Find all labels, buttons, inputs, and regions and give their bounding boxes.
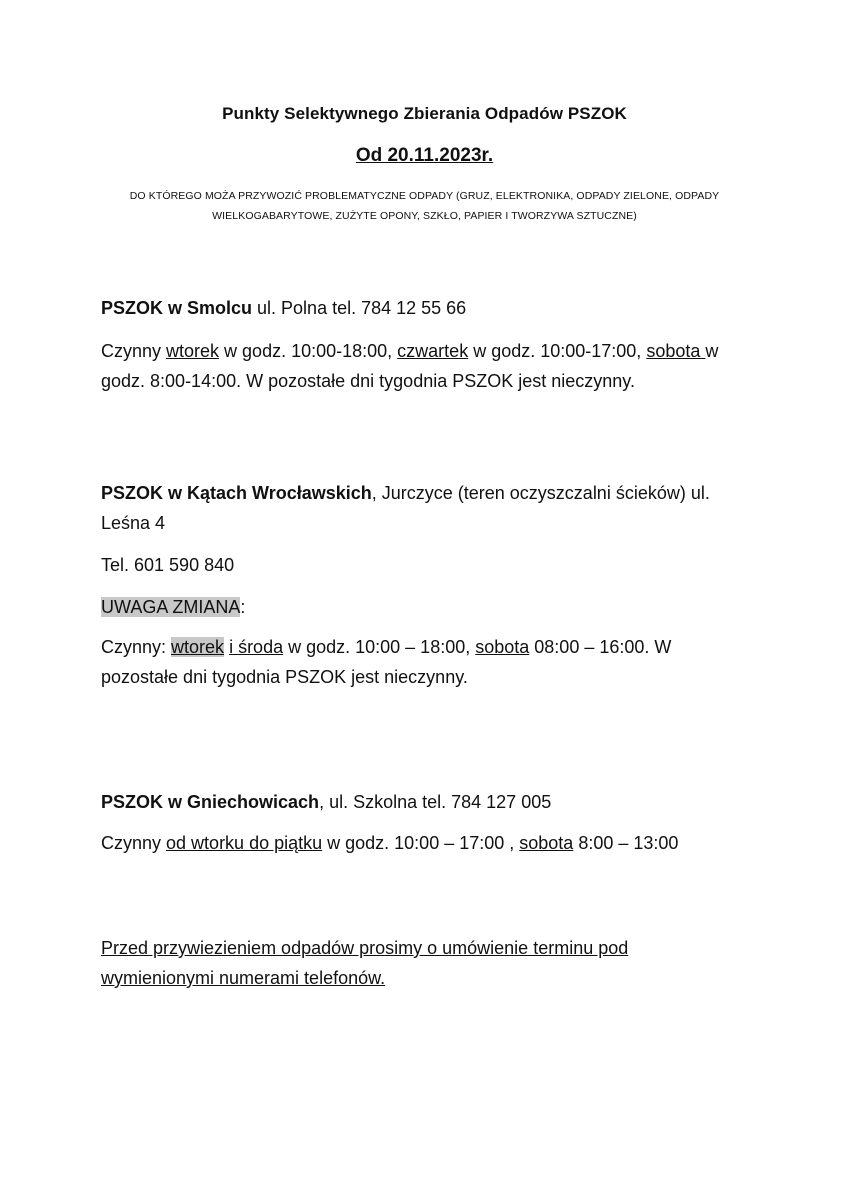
katy-phone: Tel. 601 590 840	[101, 555, 235, 575]
gniechowice-address: , ul. Szkolna tel. 784 127 005	[319, 792, 552, 812]
appointment-note: Przed przywiezieniem odpadów prosimy o umówienie terminu pod wymienionymi numerami telefonów.	[101, 938, 629, 988]
katy-day-saturday: sobota	[475, 637, 530, 657]
gniechowice-hours-weekday: w godz. 10:00 – 17:00 ,	[322, 833, 520, 853]
smolec-day-tuesday: wtorek	[166, 341, 220, 361]
katy-hours-weekday: w godz. 10:00 – 18:00,	[283, 637, 476, 657]
gniechowice-day-saturday: sobota	[519, 833, 574, 853]
katy-name: PSZOK w Kątach Wrocławskich	[101, 483, 372, 503]
smolec-address: ul. Polna tel. 784 12 55 66	[252, 298, 467, 318]
gniechowice-heading	[101, 787, 741, 817]
smolec-hours-prefix: Czynny	[101, 341, 167, 361]
katy-heading	[101, 478, 721, 538]
smolec-name: PSZOK w Smolcu	[101, 298, 253, 318]
document-title: Punkty Selektywnego Zbierania Odpadów PSZOK	[222, 104, 627, 123]
gniechowice-name: PSZOK w Gniechowicach	[101, 792, 320, 812]
gniechowice-hours	[101, 828, 741, 858]
smolec-hours	[101, 336, 741, 396]
smolec-hours-thursday: w godz. 10:00-17:00,	[468, 341, 647, 361]
gniechowice-days-weekday: od wtorku do piątku	[166, 833, 323, 853]
katy-notice-line	[101, 592, 741, 622]
gniechowice-hours-prefix: Czynny	[101, 833, 167, 853]
smolec-hours-saturday: w godz. 8:00-14:00. W pozostałe dni tygodnia PSZOK jest nieczynny.	[101, 341, 719, 391]
gniechowice-hours-saturday: 8:00 – 13:00	[573, 833, 679, 853]
smolec-hours-tuesday: w godz. 10:00-18:00,	[219, 341, 398, 361]
katy-day-tuesday: wtorek	[171, 637, 225, 657]
smolec-day-thursday: czwartek	[397, 341, 469, 361]
katy-day-wednesday: i środa	[229, 637, 284, 657]
katy-hours-prefix: Czynny:	[101, 637, 172, 657]
katy-notice-colon: :	[240, 597, 246, 617]
accepted-waste-description: DO KTÓREGO MOŻA PRZYWOZIĆ PROBLEMATYCZNE ODPADY (GRUZ, ELEKTRONIKA, ODPADY ZIELONE, ODPADY WIELKOGABARYTOWE, ZUŻYTE OPONY, SZKŁO, PAPIER I TWORZYWA SZTUCZNE)	[129, 190, 720, 222]
katy-change-notice: UWAGA ZMIANA	[101, 597, 241, 617]
smolec-heading	[101, 293, 741, 323]
katy-address: , Jurczyce (teren oczyszczalni ścieków) ul. Leśna 4	[101, 483, 710, 533]
smolec-day-saturday: sobota	[646, 341, 706, 361]
effective-date: Od 20.11.2023r.	[355, 145, 494, 166]
katy-hours-saturday: 08:00 – 16:00. W pozostałe dni tygodnia PSZOK jest nieczynny.	[101, 637, 672, 687]
katy-hours	[101, 632, 741, 692]
